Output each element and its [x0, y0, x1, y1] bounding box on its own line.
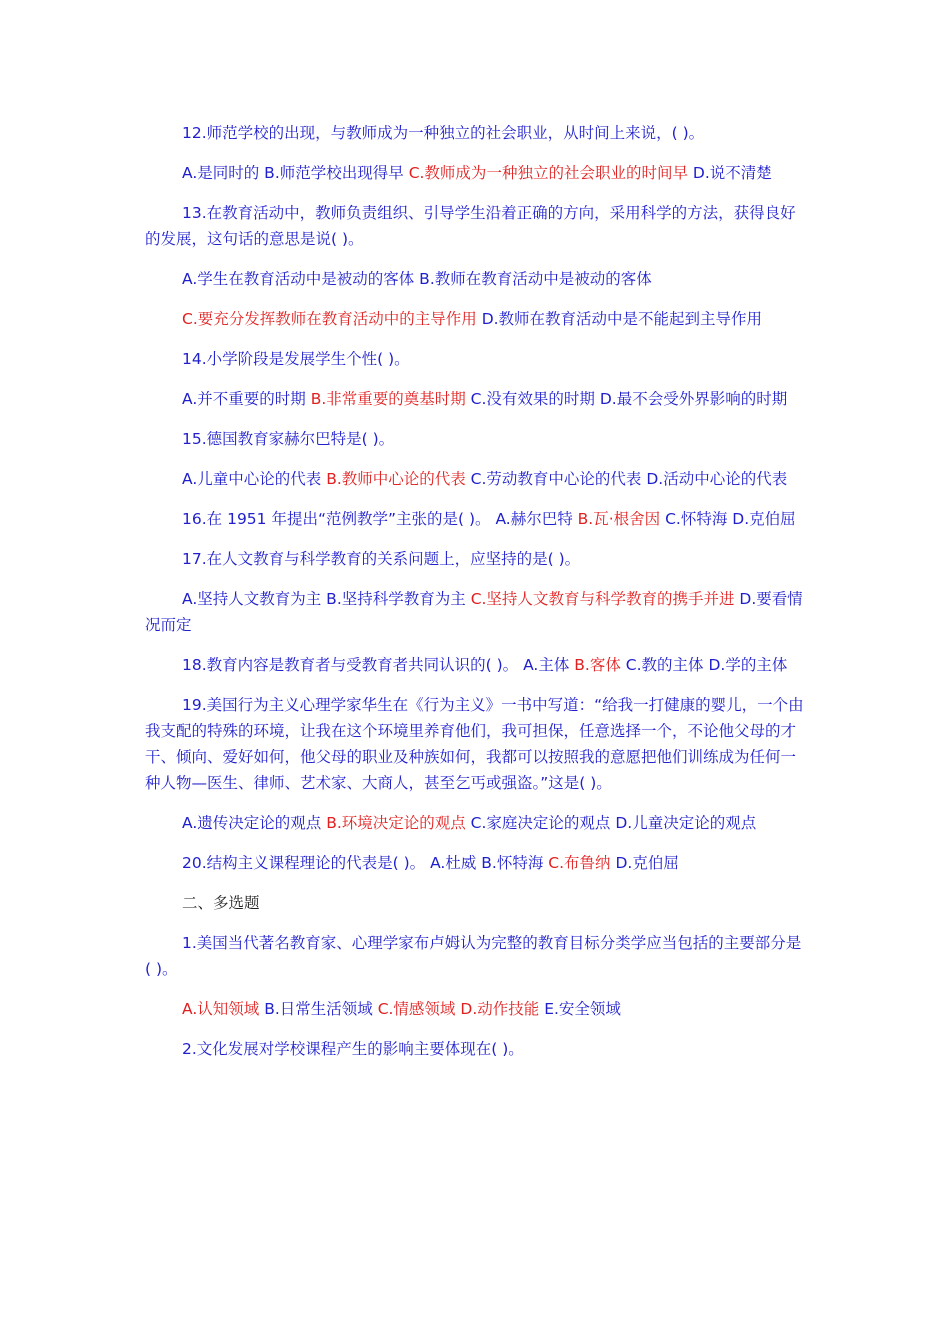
paragraph-q15: [145, 426, 807, 452]
paragraph-q16: [145, 506, 807, 532]
section-heading: 二、多选题: [182, 894, 260, 912]
question-text: D.克伯屈: [610, 854, 679, 872]
question-text: 14.小学阶段是发展学生个性( )。: [182, 350, 410, 368]
document-page: [145, 120, 807, 1076]
answer-text: C.教师成为一种独立的社会职业的时间早: [408, 164, 688, 182]
question-text: 12.师范学校的出现，与教师成为一种独立的社会职业，从时间上来说，( )。: [182, 124, 705, 142]
question-text: A.学生在教育活动中是被动的客体 B.教师在教育活动中是被动的客体: [182, 270, 652, 288]
question-text: C.家庭决定论的观点 D.儿童决定论的观点: [465, 814, 757, 832]
question-text: 15.德国教育家赫尔巴特是( )。: [182, 430, 395, 448]
question-text: 17.在人文教育与科学教育的关系问题上，应坚持的是( )。: [182, 550, 581, 568]
question-text: A.儿童中心论的代表: [182, 470, 327, 488]
question-text: A.坚持人文教育为主 B.坚持科学教育为主: [182, 590, 471, 608]
question-text: A.并不重要的时期: [182, 390, 311, 408]
paragraph-q19-options: [145, 810, 807, 836]
question-text: A.遗传决定论的观点: [182, 814, 327, 832]
question-text: 1.美国当代著名教育家、心理学家布卢姆认为完整的教育目标分类学应当包括的主要部分是( )。: [145, 934, 802, 978]
question-text: C.怀特海 D.克伯屈: [660, 510, 796, 528]
paragraph-q17: [145, 546, 807, 572]
paragraph-m2: [145, 1036, 807, 1062]
question-text: 19.美国行为主义心理学家华生在《行为主义》一书中写道：“给我一打健康的婴儿，一个由我支配的特殊的环境，让我在这个环境里养育他们，我可担保，任意选择一个，不论他父母的才干、倾向、爱好如何，他父母的职业及种族如何，我都可以按照我的意愿把他们训练成为任何一种人物—医生、律师、艺术家、大商人，甚至乞丐或强盗。”这是( )。: [145, 696, 804, 792]
answer-text: C.布鲁纳: [548, 854, 611, 872]
question-text: B.日常生活领域: [259, 1000, 378, 1018]
answer-text: C.要充分发挥教师在教育活动中的主导作用: [182, 310, 477, 328]
answer-text: A.认知领域: [182, 1000, 260, 1018]
paragraph-q15-options: [145, 466, 807, 492]
paragraph-q14-options: [145, 386, 807, 412]
question-text: D.要看情况而定: [145, 590, 803, 634]
question-text: D.说不清楚: [687, 164, 772, 182]
question-text: 13.在教育活动中，教师负责组织、引导学生沿着正确的方向，采用科学的方法，获得良好的发展，这句话的意思是说( )。: [145, 204, 796, 248]
question-text: 16.在 1951 年提出“范例教学”主张的是( )。 A.赫尔巴特: [182, 510, 578, 528]
question-text: C.教的主体 D.学的主体: [620, 656, 788, 674]
paragraph-q19: [145, 692, 807, 796]
question-text: 2.文化发展对学校课程产生的影响主要体现在( )。: [182, 1040, 524, 1058]
answer-text: D.动作技能: [460, 1000, 540, 1018]
paragraph-q13-options-cd: [145, 306, 807, 332]
paragraph-q12-options: [145, 160, 807, 186]
paragraph-m1: [145, 930, 807, 982]
answer-text: B.瓦·根舍因: [577, 510, 661, 528]
answer-text: B.客体: [574, 656, 621, 674]
question-text: E.安全领域: [539, 1000, 621, 1018]
paragraph-q20: [145, 850, 807, 876]
paragraph-q13-options-ab: [145, 266, 807, 292]
answer-text: B.教师中心论的代表: [326, 470, 466, 488]
paragraph-q18: [145, 652, 807, 678]
paragraph-m1-options: [145, 996, 807, 1022]
question-text: C.劳动教育中心论的代表 D.活动中心论的代表: [465, 470, 788, 488]
question-text: A.是同时的 B.师范学校出现得早: [182, 164, 409, 182]
answer-text: B.非常重要的奠基时期: [310, 390, 466, 408]
paragraph-q12: [145, 120, 807, 146]
question-text: 18.教育内容是教育者与受教育者共同认识的( )。 A.主体: [182, 656, 575, 674]
answer-text: B.环境决定论的观点: [326, 814, 466, 832]
paragraph-q13: [145, 200, 807, 252]
answer-text: C.坚持人文教育与科学教育的携手并进: [470, 590, 735, 608]
question-text: D.教师在教育活动中是不能起到主导作用: [476, 310, 763, 328]
paragraph-section-2: [145, 890, 807, 916]
question-text: 20.结构主义课程理论的代表是( )。 A.杜威 B.怀特海: [182, 854, 549, 872]
answer-text: C.情感领域: [377, 1000, 456, 1018]
question-text: C.没有效果的时期 D.最不会受外界影响的时期: [465, 390, 788, 408]
paragraph-q14: [145, 346, 807, 372]
paragraph-q17-options: [145, 586, 807, 638]
